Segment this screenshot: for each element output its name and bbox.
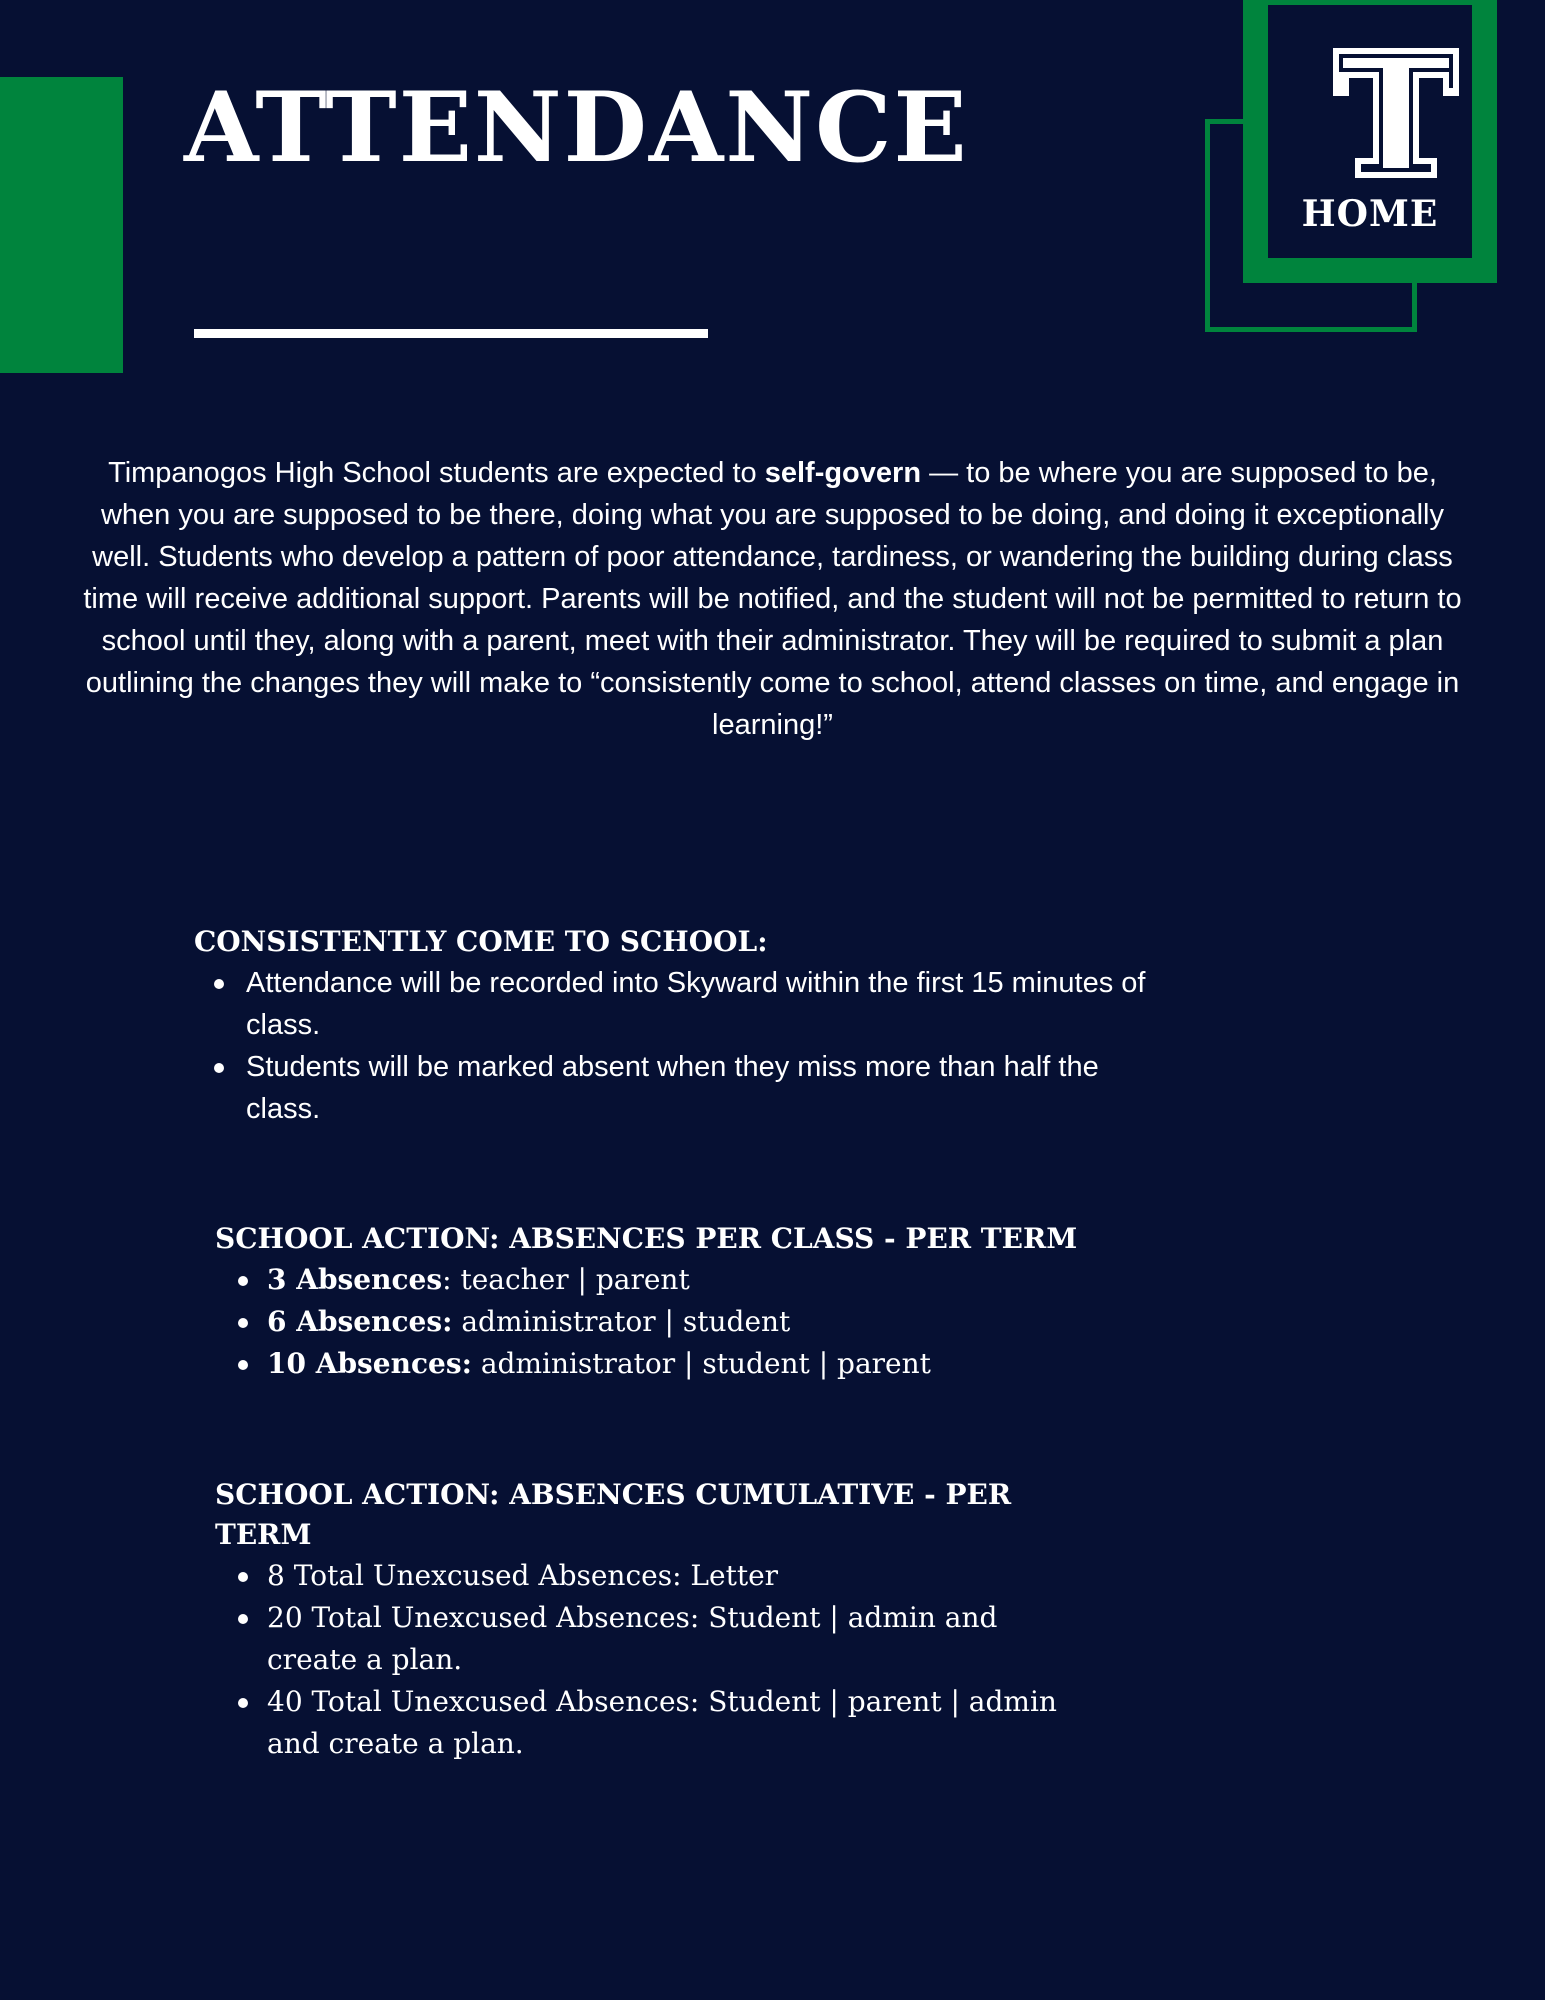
list-item: Students will be marked absent when they miss more than half the class. bbox=[194, 1046, 1154, 1130]
intro-text-start: Timpanogos High School students are expected to bbox=[108, 457, 765, 489]
section-heading: CONSISTENTLY COME TO SCHOOL: bbox=[194, 925, 768, 958]
section-heading: SCHOOL ACTION: ABSENCES CUMULATIVE - PER TERM bbox=[215, 1478, 1012, 1551]
list-item bbox=[215, 1301, 1215, 1343]
list-item: 40 Total Unexcused Absences: Student | parent | admin and create a plan. bbox=[215, 1681, 1095, 1765]
section-heading: SCHOOL ACTION: ABSENCES PER CLASS - PER TERM bbox=[215, 1222, 1078, 1255]
list-item-text: : teacher | parent bbox=[442, 1263, 690, 1296]
list-item: Attendance will be recorded into Skyward within the first 15 minutes of class. bbox=[194, 962, 1154, 1046]
intro-paragraph bbox=[80, 452, 1465, 746]
list-item bbox=[215, 1343, 1215, 1385]
list-item bbox=[215, 1259, 1215, 1301]
home-button[interactable] bbox=[1243, 0, 1497, 283]
green-accent-block bbox=[0, 77, 123, 373]
list-item: 20 Total Unexcused Absences: Student | admin and create a plan. bbox=[215, 1597, 1095, 1681]
section-absences-cumulative bbox=[215, 1475, 1095, 1765]
intro-text-rest: — to be where you are supposed to be, when you are supposed to be there, doing what you are supposed to be doing, and doing it exceptionally well. Students who develop a pattern of poor attendance, tardiness, or wandering the building during class time will receive additional support. Parents will be notified, and the student will not be permitted to return to school until they, along with a parent, meet with their administrator. They will be required to submit a plan outlining the changes they will make to “consistently come to school, attend classes on time, and engage in learning!” bbox=[83, 457, 1462, 741]
bullet-list bbox=[215, 1259, 1215, 1385]
section-absences-per-class bbox=[215, 1219, 1215, 1385]
section-come-to-school bbox=[194, 922, 1154, 1130]
list-item-text: administrator | student | parent bbox=[471, 1347, 931, 1380]
list-item: 8 Total Unexcused Absences: Letter bbox=[215, 1555, 1095, 1597]
bullet-list bbox=[194, 962, 1154, 1130]
bullet-list bbox=[215, 1555, 1095, 1765]
home-label: HOME bbox=[1301, 193, 1439, 235]
letter-t-logo-icon bbox=[1332, 47, 1460, 179]
intro-bold-term: self-govern bbox=[764, 457, 922, 489]
page-title: ATTENDANCE bbox=[184, 71, 969, 184]
list-item-label: 6 Absences: bbox=[267, 1305, 453, 1338]
list-item-label: 10 Absences: bbox=[267, 1347, 472, 1380]
list-item-label: 3 Absences bbox=[267, 1263, 443, 1296]
list-item-text: administrator | student bbox=[452, 1305, 791, 1338]
title-underline bbox=[194, 329, 708, 338]
